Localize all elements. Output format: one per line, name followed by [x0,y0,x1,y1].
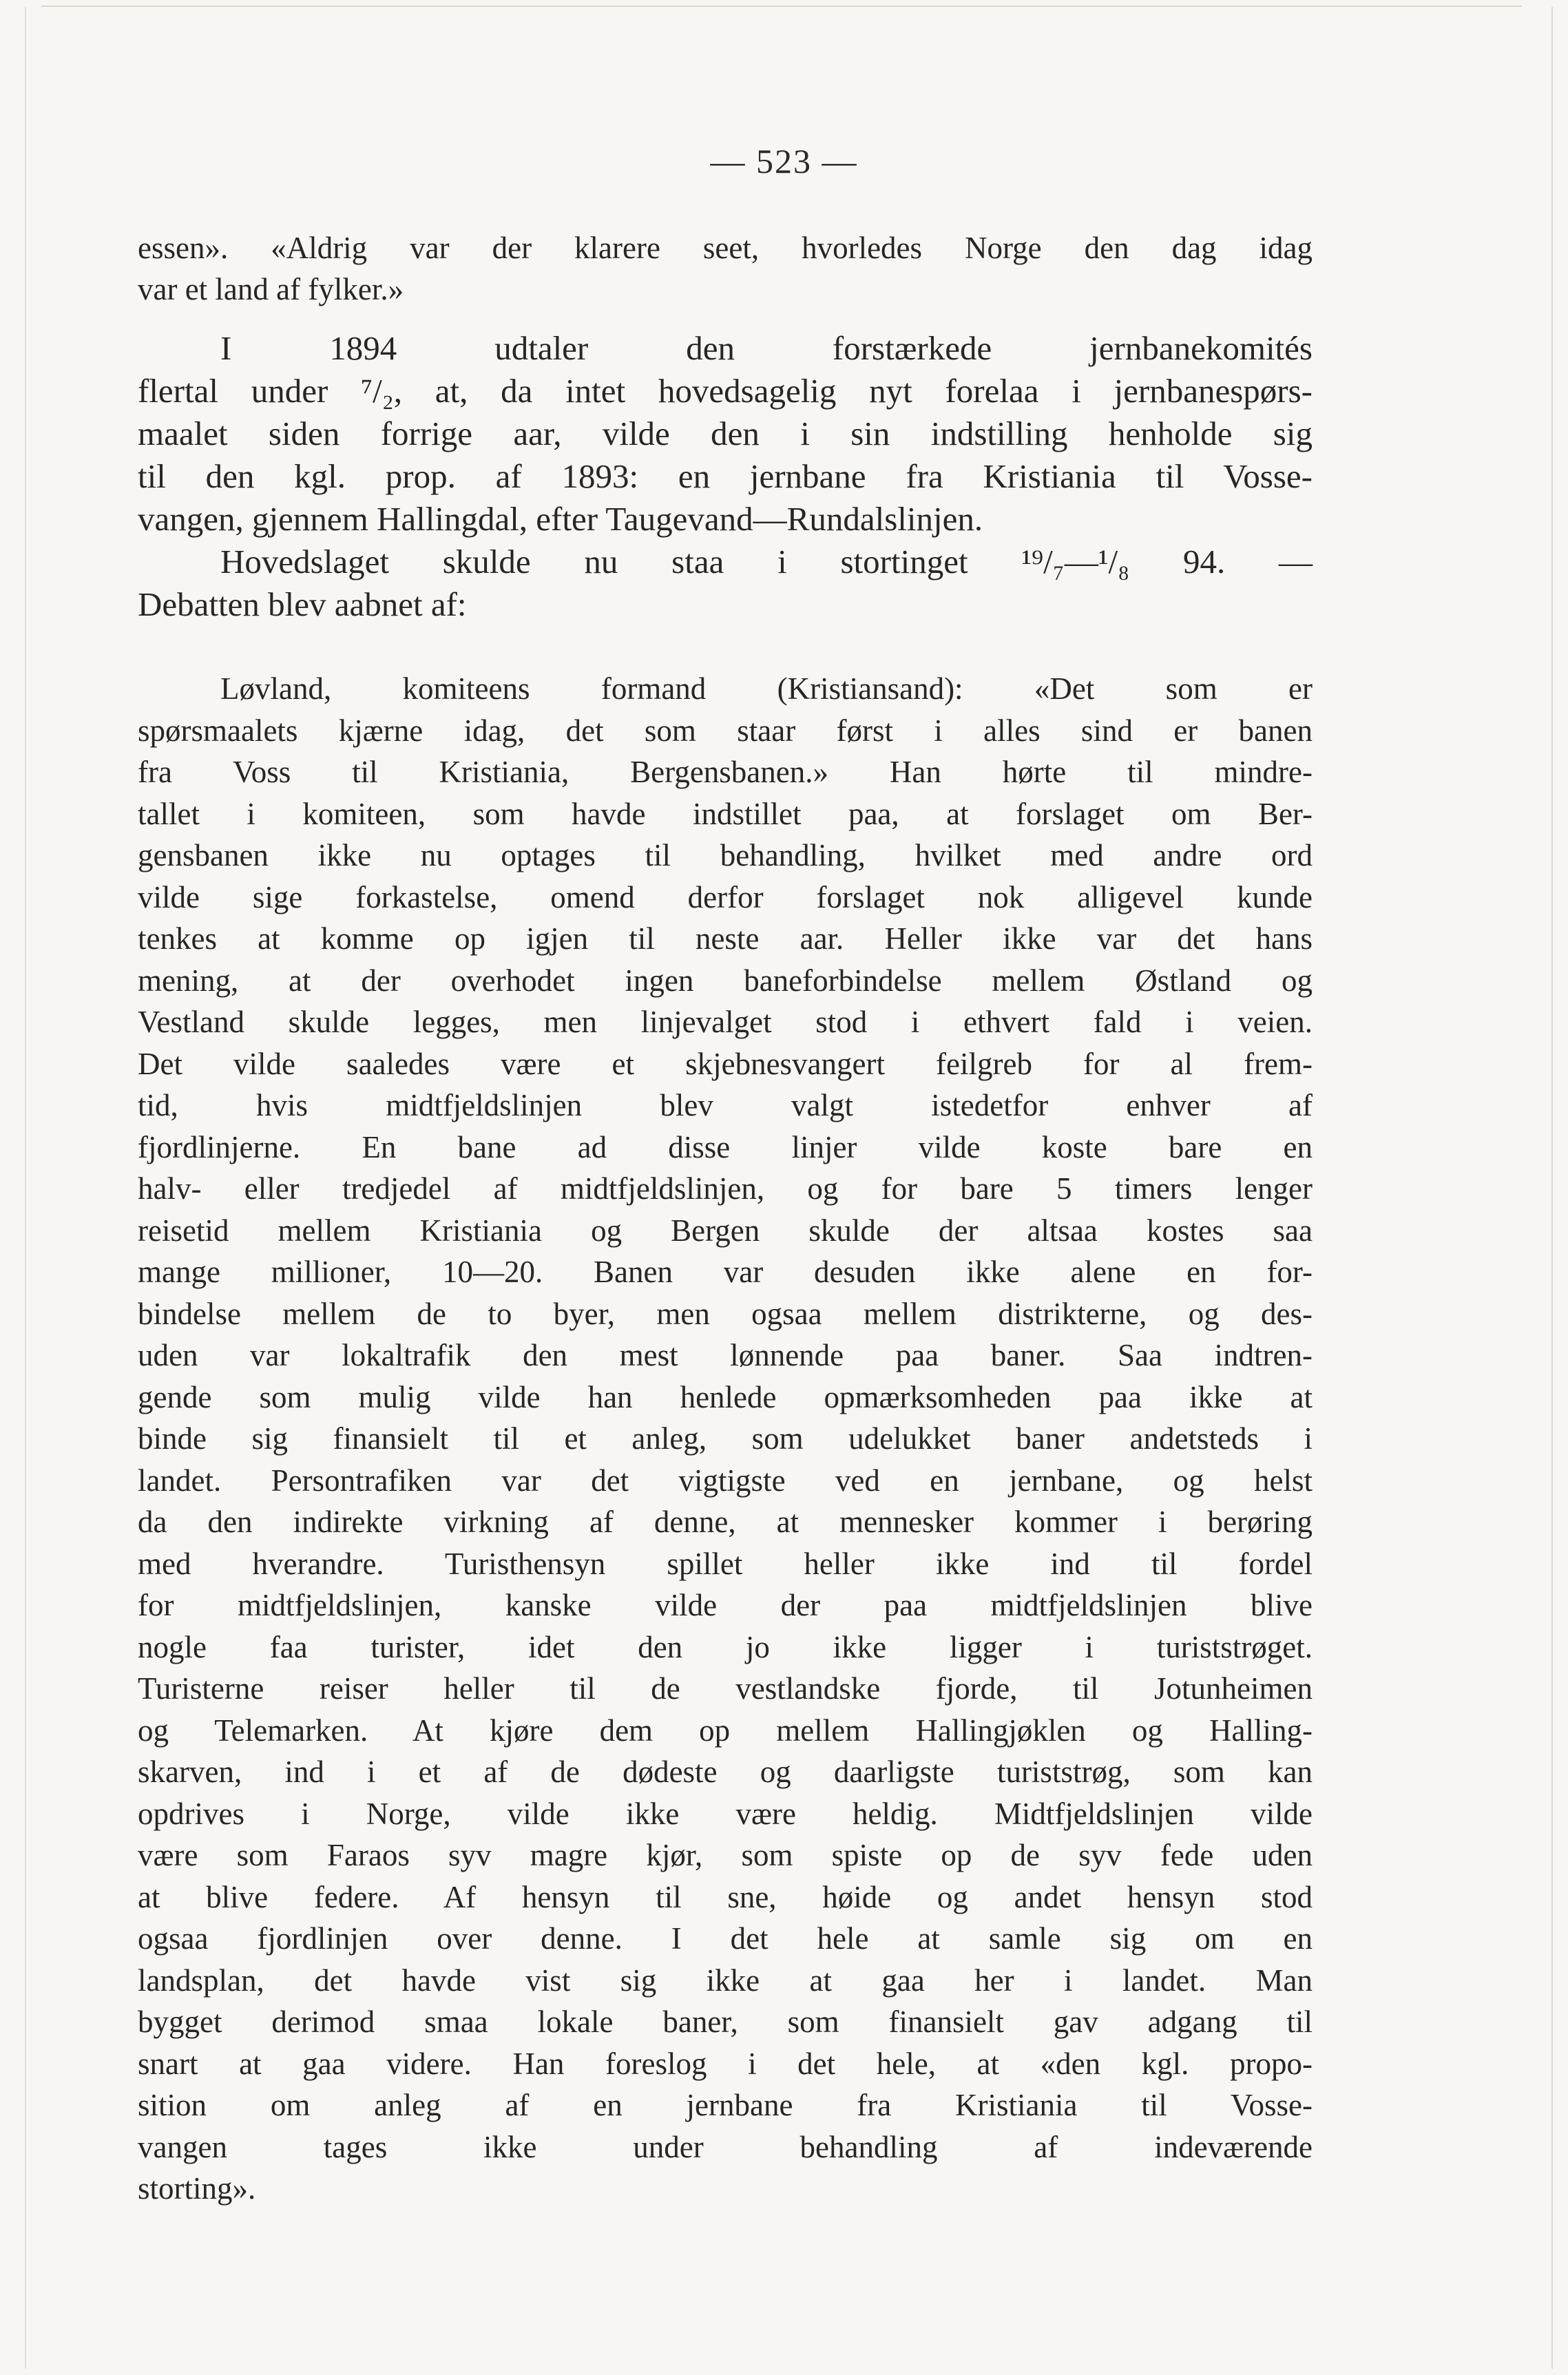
text-line: landsplan, det havde vist sig ikke at gaa her i landet. Man [138,1963,1313,1998]
text-line: skarven, ind i et af de dødeste og daarligste turiststrøg, som kan [138,1755,1313,1789]
text-line: vangen, gjennem Hallingdal, efter Taugevand—Rundalslinjen. [138,500,983,538]
text-line: Løvland, komiteens formand (Kristiansand): «Det som er [220,671,1313,706]
text-line: Turisterne reiser heller til de vestlandske fjorde, til Jotunheimen [138,1671,1313,1706]
text-line: storting». [138,2171,256,2206]
text-line: var et land af fylker.» [138,272,404,306]
text-line: for midtfjeldslinjen, kanske vilde der paa midtfjeldslinjen blive [138,1588,1313,1622]
text-line: reisetid mellem Kristiania og Bergen skulde der altsaa kostes saa [138,1213,1313,1248]
text-line: snart at gaa videre. Han foreslog i det hele, at «den kgl. propo- [138,2046,1313,2081]
text-line: opdrives i Norge, vilde ikke være heldig. Midtfjeldslinjen vilde [138,1796,1313,1831]
text-line: mange millioner, 10—20. Banen var desuden ikke alene en for- [138,1255,1313,1289]
text-line: flertal under ⁷/₂, at, da intet hovedsagelig nyt forelaa i jernbanespørs- [138,372,1313,410]
text-line: essen». «Aldrig var der klarere seet, hvorledes Norge den dag idag [138,231,1313,265]
text-line: vangen tages ikke under behandling af indeværende [138,2129,1313,2164]
paragraph-3 [138,668,1313,2210]
page-number: — 523 — [710,142,858,180]
text-line: være som Faraos syv magre kjør, som spiste op de syv fede uden [138,1838,1313,1872]
text-line: I 1894 udtaler den forstærkede jernbanekomités [220,329,1313,367]
text-line: spørsmaalets kjærne idag, det som staar først i alles sind er banen [138,713,1313,748]
text-line: gende som mulig vilde han henlede opmærksomheden paa ikke at [138,1379,1313,1414]
text-line: Vestland skulde legges, men linjevalget stod i ethvert fald i veien. [138,1005,1313,1039]
text-line: bindelse mellem de to byer, men ogsaa mellem distrikterne, og des- [138,1296,1313,1331]
text-line: sition om anleg af en jernbane fra Kristiania til Vosse- [138,2088,1313,2122]
text-line: til den kgl. prop. af 1893: en jernbane fra Kristiania til Vosse- [138,457,1313,495]
text-line: Hovedslaget skulde nu staa i stortinget ¹⁹/₇—¹/₈ 94. — [220,543,1313,580]
text-line: Det vilde saaledes være et skjebnesvangert feilgreb for al frem- [138,1046,1313,1081]
paragraph-1 [138,227,1313,310]
text-line: og Telemarken. At kjøre dem op mellem Hallingjøklen og Halling- [138,1713,1313,1748]
text-line: maalet siden forrige aar, vilde den i sin indstilling henholde sig [138,415,1313,452]
text-line: gensbanen ikke nu optages til behandling, hvilket med andre ord [138,838,1313,872]
paragraph-2 [138,327,1313,626]
text-line: fra Voss til Kristiania, Bergensbanen.» Han hørte til mindre- [138,755,1313,789]
text-line: at blive federe. Af hensyn til sne, høide og andet hensyn stod [138,1879,1313,1914]
text-line: landet. Persontrafiken var det vigtigste ved en jernbane, og helst [138,1463,1313,1498]
text-line: med hverandre. Turisthensyn spillet heller ikke ind til fordel [138,1546,1313,1581]
text-line: uden var lokaltrafik den mest lønnende paa baner. Saa indtren- [138,1338,1313,1372]
text-line: halv- eller tredjedel af midtfjeldslinjen, og for bare 5 timers lenger [138,1171,1313,1206]
text-line: binde sig finansielt til et anleg, som udelukket baner andetsteds i [138,1421,1313,1456]
text-line: Debatten blev aabnet af: [138,585,467,623]
text-line: tid, hvis midtfjeldslinjen blev valgt istedetfor enhver af [138,1088,1313,1122]
text-line: nogle faa turister, idet den jo ikke ligger i turiststrøget. [138,1629,1313,1664]
text-line: vilde sige forkastelse, omend derfor forslaget nok alligevel kunde [138,879,1313,914]
text-line: mening, at der overhodet ingen baneforbindelse mellem Østland og [138,963,1313,998]
paper-edge-left [25,7,26,2369]
text-line: fjordlinjerne. En bane ad disse linjer vilde koste bare en [138,1129,1313,1164]
text-line: bygget derimod smaa lokale baner, som finansielt gav adgang til [138,2005,1313,2039]
text-line: tenkes at komme op igjen til neste aar. Heller ikke var det hans [138,921,1313,956]
paper-edge-top [41,6,1522,7]
text-line: tallet i komiteen, som havde indstillet paa, at forslaget om Ber- [138,796,1313,831]
text-line: ogsaa fjordlinjen over denne. I det hele at samle sig om en [138,1921,1313,1956]
paper-edge-right [1551,7,1553,2369]
text-line: da den indirekte virkning af denne, at mennesker kommer i berøring [138,1505,1313,1539]
